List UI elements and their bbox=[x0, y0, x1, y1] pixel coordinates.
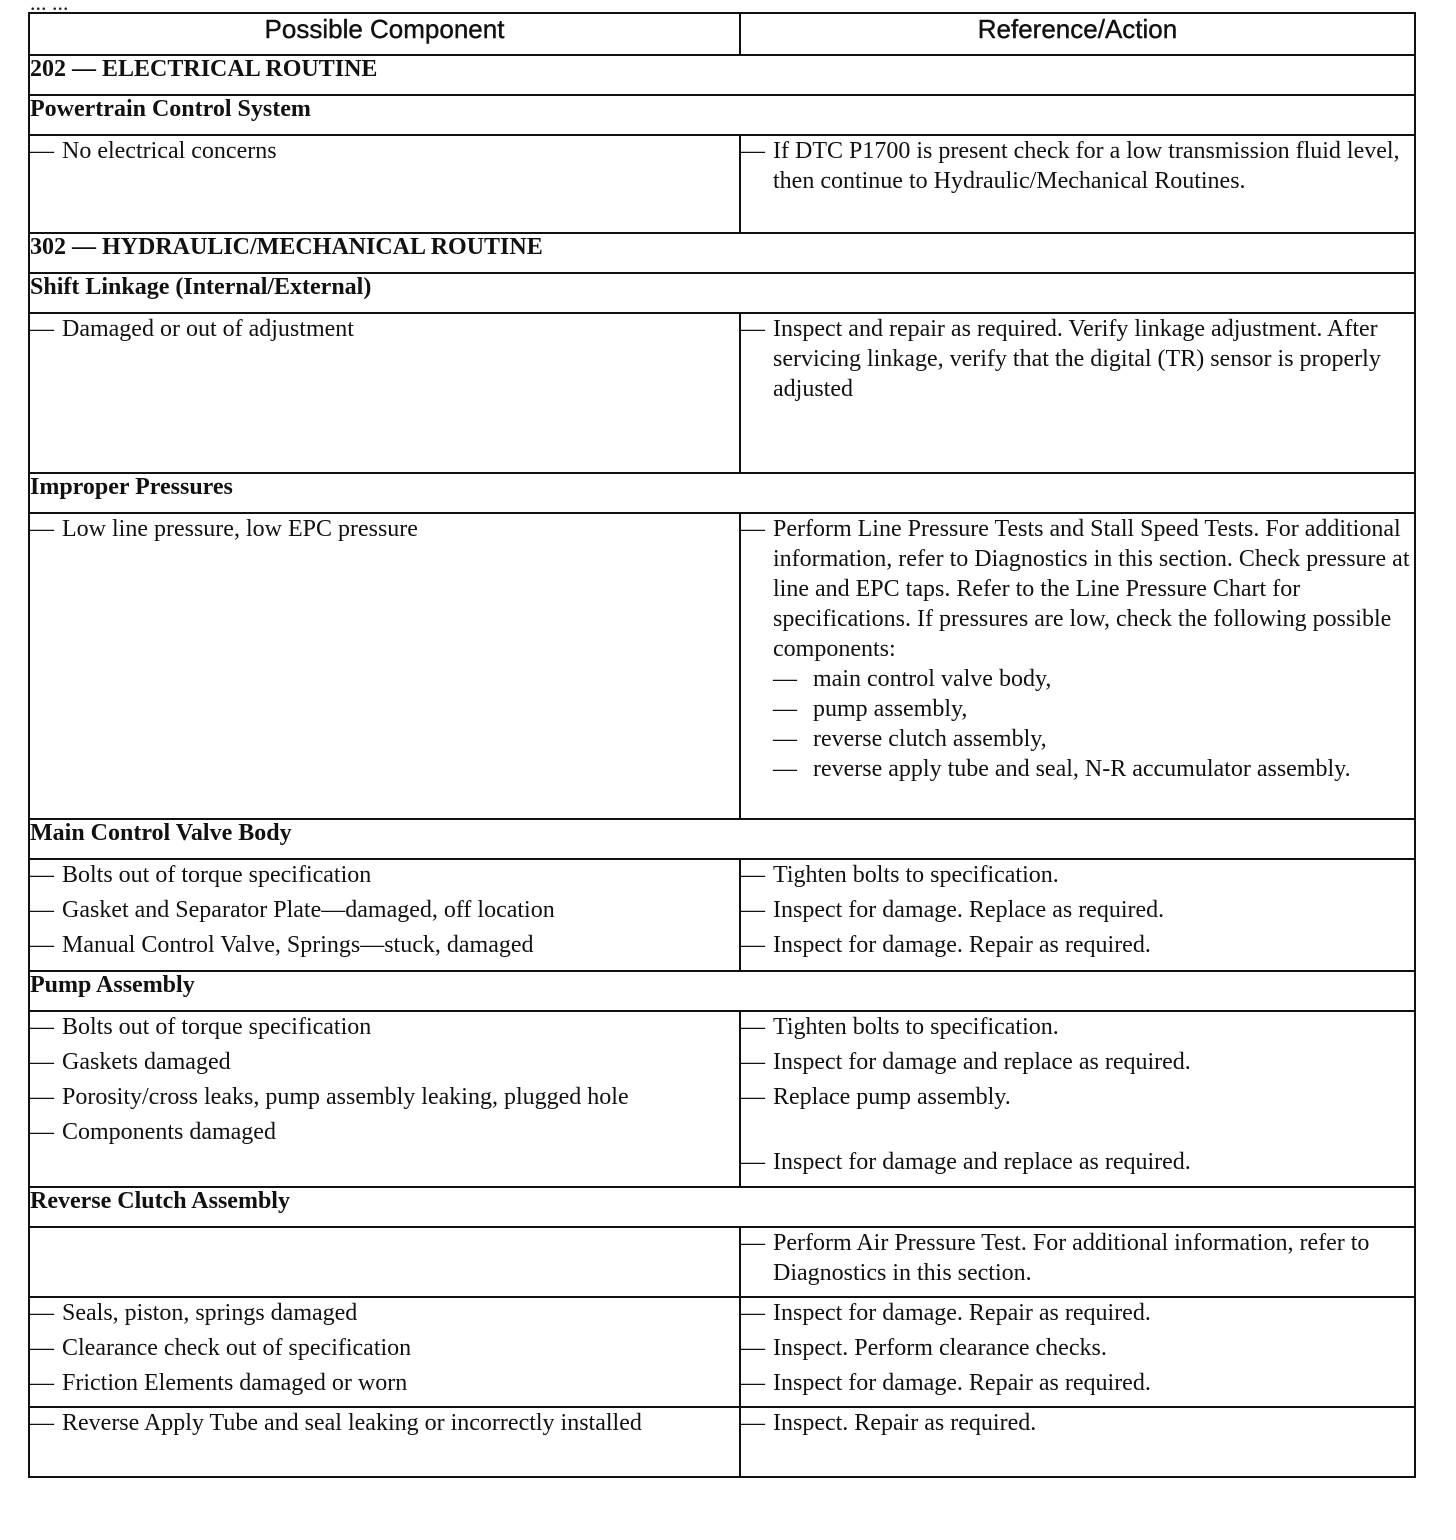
component-item: — Friction Elements damaged or worn bbox=[30, 1370, 408, 1396]
section-electrical-routine: 202 — ELECTRICAL ROUTINE bbox=[29, 55, 1415, 95]
component-item: — Clearance check out of specification bbox=[30, 1335, 412, 1361]
action-item: — Inspect for damage. Repair as required. bbox=[741, 1370, 1151, 1396]
component-item: — Bolts out of torque specification bbox=[30, 862, 372, 888]
bullet-item: — reverse apply tube and seal, N-R accumulator assembly. bbox=[773, 756, 1351, 782]
table-row bbox=[29, 135, 1415, 233]
component-item: — Manual Control Valve, Springs—stuck, damaged bbox=[30, 932, 534, 958]
table-row bbox=[29, 513, 1415, 819]
action-item: — Inspect. Repair as required. bbox=[741, 1410, 1037, 1436]
component-item: — Seals, piston, springs damaged bbox=[30, 1300, 358, 1326]
action-item: — Inspect for damage. Repair as required. bbox=[741, 1300, 1151, 1326]
action-item: — If DTC P1700 is present check for a low transmission fluid level, then continue to Hydraulic/Mechanical Routines. bbox=[741, 138, 1400, 194]
diagnosis-table bbox=[28, 12, 1416, 1478]
table-row bbox=[29, 1297, 1415, 1407]
action-item: — Inspect for damage and replace as required. bbox=[741, 1049, 1191, 1075]
table-row bbox=[29, 1407, 1415, 1477]
action-item: — Replace pump assembly. bbox=[741, 1084, 1011, 1110]
section-hydraulic-routine: 302 — HYDRAULIC/MECHANICAL ROUTINE bbox=[29, 233, 1415, 273]
action-item: — Inspect for damage. Repair as required. bbox=[741, 932, 1151, 958]
header-reference-action: Reference/Action bbox=[740, 13, 1415, 55]
component-item: — Reverse Apply Tube and seal leaking or incorrectly installed bbox=[30, 1410, 642, 1436]
bullet-item: — main control valve body, bbox=[773, 666, 1052, 692]
table-row bbox=[29, 1227, 1415, 1297]
action-item: — Perform Line Pressure Tests and Stall Speed Tests. For additional information, refer to Diagnostics in this section. Check pressure at line and EPC taps. Refer to the Line Pressure Chart for specifications. If pressures are low, check the following possible components: — main control valve body, — pump assembly, — reverse clutch assembly, — reverse apply tube and seal, N-R accumulator assembly. bbox=[741, 514, 1414, 784]
action-item: — Inspect and repair as required. Verify linkage adjustment. After servicing linkage, verify that the digital (TR) sensor is properly adjusted bbox=[741, 316, 1381, 402]
action-item: — Tighten bolts to specification. bbox=[741, 1014, 1059, 1040]
header-row bbox=[29, 13, 1415, 55]
subsection-pump-assembly: Pump Assembly bbox=[29, 971, 1415, 1011]
table-row bbox=[29, 313, 1415, 473]
bullet-item: — reverse clutch assembly, bbox=[773, 726, 1047, 752]
table-row bbox=[29, 1011, 1415, 1187]
subsection-reverse-clutch-assembly: Reverse Clutch Assembly bbox=[29, 1187, 1415, 1227]
component-item: — Bolts out of torque specification bbox=[30, 1014, 372, 1040]
subsection-powertrain-control: Powertrain Control System bbox=[29, 95, 1415, 135]
component-item: — Porosity/cross leaks, pump assembly leaking, plugged hole bbox=[30, 1084, 629, 1110]
action-item: — Tighten bolts to specification. bbox=[741, 862, 1059, 888]
subsection-improper-pressures: Improper Pressures bbox=[29, 473, 1415, 513]
table-row bbox=[29, 859, 1415, 971]
component-item: — Components damaged bbox=[30, 1119, 276, 1145]
component-item: — Damaged or out of adjustment bbox=[30, 316, 354, 342]
subsection-main-control-valve-body: Main Control Valve Body bbox=[29, 819, 1415, 859]
action-item: — Inspect. Perform clearance checks. bbox=[741, 1335, 1107, 1361]
component-item: — No electrical concerns bbox=[30, 138, 277, 164]
header-possible-component: Possible Component bbox=[29, 13, 740, 55]
cutoff-top-text: ... ... bbox=[30, 0, 69, 15]
action-item: — Inspect for damage and replace as required. bbox=[741, 1149, 1191, 1175]
component-item: — Gaskets damaged bbox=[30, 1049, 231, 1075]
component-item: — Low line pressure, low EPC pressure bbox=[30, 516, 418, 542]
component-item: — Gasket and Separator Plate—damaged, off location bbox=[30, 897, 555, 923]
subsection-shift-linkage: Shift Linkage (Internal/External) bbox=[29, 273, 1415, 313]
bullet-item: — pump assembly, bbox=[773, 696, 968, 722]
action-item: — Perform Air Pressure Test. For additional information, refer to Diagnostics in this section. bbox=[741, 1230, 1370, 1286]
action-item: — Inspect for damage. Replace as required. bbox=[741, 897, 1165, 923]
